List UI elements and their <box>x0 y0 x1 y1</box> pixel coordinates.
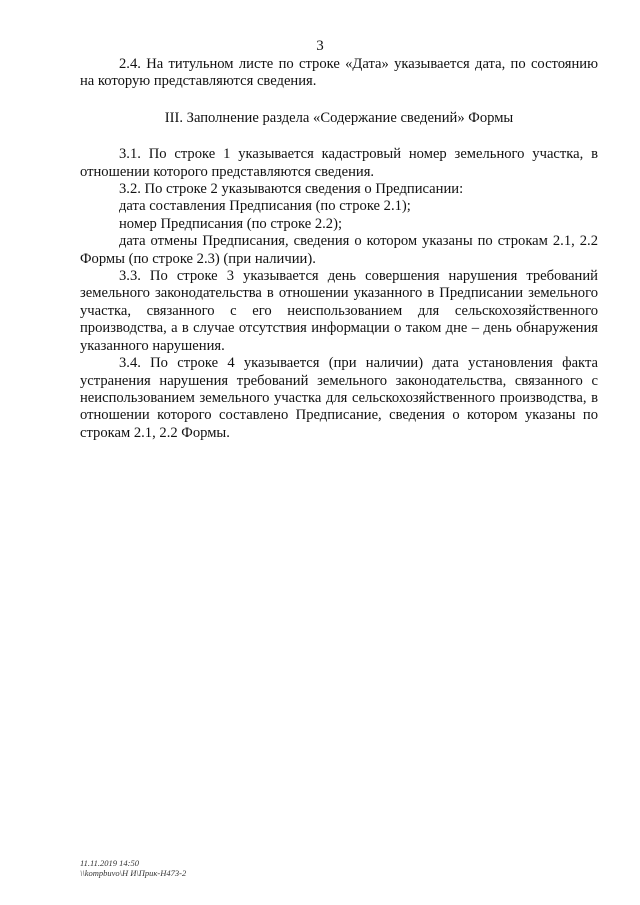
footer-timestamp: 11.11.2019 14:50 <box>80 858 139 868</box>
section-heading-3: III. Заполнение раздела «Содержание сведений» Формы <box>164 109 514 126</box>
page-number: 3 <box>316 38 324 54</box>
footer-file-path: \\kompbuvo\Н И\Прик-Н473-2 <box>80 868 187 878</box>
paragraph-3-3: 3.3. По строке 3 указывается день совершения нарушения требований земельного законодательства в отношении указанного в Предписании земельного участка, связанного с его неиспользованием для сельскохозяйственного производства, а в случае отсутствия информации о таком дне – день обнаружения указанного нарушения. <box>80 268 598 354</box>
paragraph-3-4: 3.4. По строке 4 указывается (при наличии) дата установления факта устранения нарушения требований земельного законодательства, связанного с неиспользованием земельного участка для сельскохозяйственного производства, в отношении которого составлено Предписание, сведения о котором указаны по строкам 2.1, 2.2 Формы. <box>80 355 598 441</box>
paragraph-3-1: 3.1. По строке 1 указывается кадастровый номер земельного участка, в отношении которого представляются сведения. <box>80 146 598 180</box>
paragraph-3-2-item-number: номер Предписания (по строке 2.2); <box>119 215 343 232</box>
paragraph-3-2-item-cancel: дата отмены Предписания, сведения о котором указаны по строкам 2.1, 2.2 Формы (по строке 2.3) (при наличии). <box>80 233 598 267</box>
paragraph-3-2: 3.2. По строке 2 указываются сведения о Предписании: <box>119 181 464 198</box>
paragraph-3-2-item-date: дата составления Предписания (по строке 2.1); <box>119 198 411 215</box>
document-body <box>80 56 598 442</box>
footer-stamp <box>80 858 186 878</box>
paragraph-2-4: 2.4. На титульном листе по строке «Дата» указывается дата, по состоянию на которую представляются сведения. <box>80 56 598 90</box>
